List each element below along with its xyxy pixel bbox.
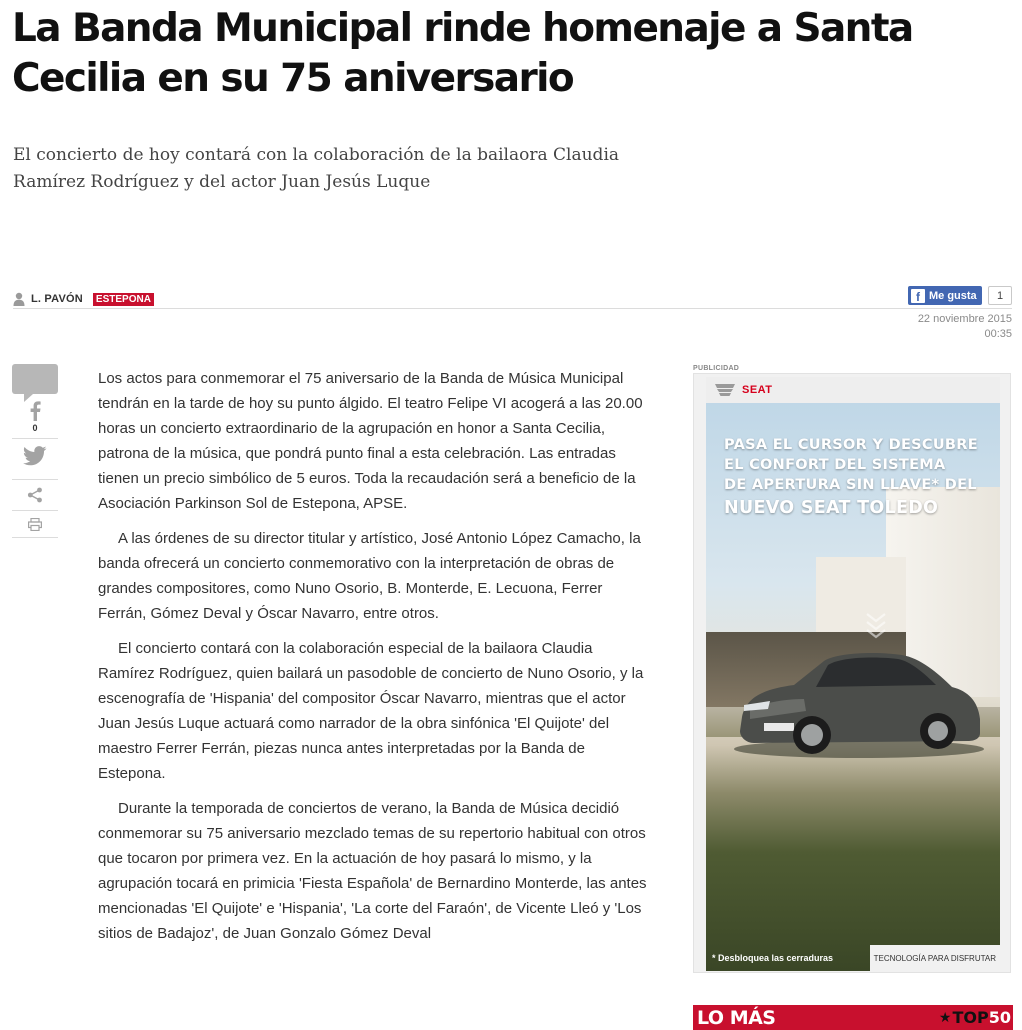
print-icon (28, 518, 42, 531)
publish-date-time: 00:35 (984, 328, 1012, 340)
twitter-icon (23, 446, 47, 466)
ad-headline-line: DE APERTURA SIN LLAVE* DEL (724, 477, 977, 493)
ad-banner[interactable] (693, 373, 1011, 973)
ad-headline-line: EL CONFORT DEL SISTEMA (724, 457, 946, 473)
seat-logo (714, 383, 773, 397)
user-icon (13, 292, 25, 306)
byline-divider (13, 308, 1012, 309)
most-read-title: LO MÁS (697, 1006, 776, 1029)
ad-headline (724, 435, 994, 521)
article-body (98, 366, 650, 956)
top50-number: 50 (988, 1008, 1011, 1027)
facebook-icon: f (911, 289, 925, 303)
seat-brand-name: SEAT (742, 384, 773, 396)
comment-icon[interactable] (12, 364, 58, 394)
article-subheadline: El concierto de hoy contará con la colaboración de la bailaora Claudia Ramírez Rodríguez y del actor Juan Jesús Luque (13, 145, 620, 192)
chevron-down-icon (864, 610, 888, 640)
share-facebook-button[interactable] (12, 396, 58, 438)
ad-headline-model: NUEVO SEAT TOLEDO (724, 498, 939, 518)
article-paragraph: A las órdenes de su director titular y artístico, José Antonio López Camacho, la banda ofrecerá un concierto conmemorativo con la interpretación de obras de grandes compositores, como Nuno Osorio, B. Monterde, E. Lecuona, Ferrer Ferrán, Gómez Deval y Óscar Navarro, entre otros. (98, 530, 641, 622)
share-rail (12, 364, 58, 538)
most-read-widget-header[interactable] (693, 1005, 1013, 1030)
share-twitter-button[interactable] (12, 439, 58, 473)
like-label: Me gusta (929, 289, 977, 302)
top50-label: TOP (952, 1008, 989, 1027)
section-tag[interactable]: ESTEPONA (93, 293, 154, 306)
seat-logo-icon (714, 383, 736, 397)
ad-tagline: TECNOLOGÍA PARA DISFRUTAR (870, 945, 1000, 971)
car-image (724, 639, 984, 759)
publish-date (918, 312, 1012, 342)
facebook-icon (29, 401, 41, 421)
share-more-button[interactable] (12, 480, 58, 510)
rail-divider (12, 537, 58, 538)
print-button[interactable] (12, 511, 58, 537)
star-icon: ★ (938, 1009, 952, 1026)
byline (13, 291, 154, 307)
article-paragraph: Los actos para conmemorar el 75 aniversario de la Banda de Música Municipal tendrán en la tarde de hoy su punto álgido. El teatro Felipe VI acogerá a las 20.00 horas un concierto extraordinario de la agrupación en honor a Santa Cecilia, patrona de la música, que pondrá punto final a esta celebración. Las entradas tienen un precio simbólico de 5 euros. Toda la recaudación será a beneficio de la Asociación Parkinson Sol de Estepona, APSE. (98, 370, 643, 512)
like-count: 1 (988, 286, 1012, 305)
ad-label: PUBLICIDAD (693, 365, 740, 372)
facebook-like-button[interactable] (908, 286, 982, 305)
article-paragraph: El concierto contará con la colaboración especial de la bailaora Claudia Ramírez Rodríguez, quien bailará un pasodoble de concierto de Nuno Osorio, y la escenografía de 'Hispania' del compositor Óscar Navarro, mientras que el actor Juan Jesús Luque actuará como narrador de la obra sinfónica 'El Quijote' del maestro Ferrer Ferrán, piezas nunca antes interpretadas por la Banda de Estepona. (98, 640, 644, 782)
article-paragraph: Durante la temporada de conciertos de verano, la Banda de Música decidió conmemorar su 75 aniversario mezclado temas de su repertorio habitual con otros que tocaron por primera vez. En la actuación de hoy pasará lo mismo, y la agrupación tocará en primicia 'Fiesta Española' de Bernardino Monterde, las antes mencionadas 'El Quijote' e 'Hispania', 'La corte del Faraón', de Vicente Lleó y 'Los sitios de Badajoz', de Juan Gonzalo Gómez Deval (98, 800, 647, 942)
facebook-share-count: 0 (32, 423, 38, 433)
ad-creative[interactable] (706, 377, 1000, 971)
ad-brand-bar (706, 377, 1000, 403)
ad-headline-line: PASA EL CURSOR Y DESCUBRE (724, 437, 978, 453)
ad-footer (706, 945, 1000, 971)
ad-footnote: * Desbloquea las cerraduras (712, 953, 834, 963)
share-icon (27, 487, 43, 503)
top50-badge (939, 1008, 1011, 1027)
author-name[interactable]: L. PAVÓN (31, 293, 83, 305)
article-headline: La Banda Municipal rinde homenaje a Santa Cecilia en su 75 aniversario (12, 6, 913, 101)
publish-date-day: 22 noviembre 2015 (917, 313, 1012, 325)
